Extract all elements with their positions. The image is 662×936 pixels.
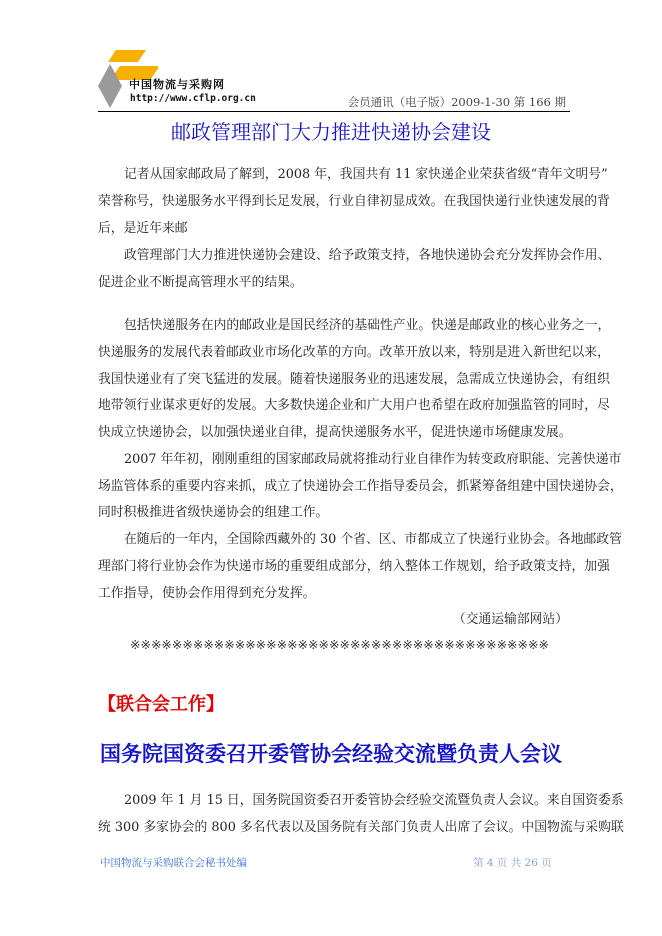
- text-line: 我国快递业有了突飞猛进的发展。随着快递服务业的迅速发展，急需成立快递协会，有组织: [98, 372, 610, 387]
- text-line: 场监管体系的重要内容来抓，成立了快递协会工作指导委员会，抓紧筹备组建中国快递协会，: [98, 479, 623, 494]
- text-line: 政管理部门大力推进快递协会建设、给予政策支持，各地快递协会充分发挥协会作用、: [124, 248, 611, 263]
- logo-url: http://www.cflp.org.cn: [130, 93, 256, 104]
- text-line: 工作指导，使协会作用得到充分发挥。: [98, 586, 316, 601]
- article-title: 邮政管理部门大力推进快递协会建设: [171, 120, 491, 144]
- text-line: 理部门将行业协会作为快递市场的重要组成部分，纳入整体工作规划，给予政策支持，加强: [98, 559, 610, 574]
- text-line: 包括快递服务在内的邮政业是国民经济的基础性产业。快递是邮政业的核心业务之一，: [124, 318, 611, 333]
- separator: ※※※※※※※※※※※※※※※※※※※※※※※※※※※※※※※※※※※※※※※※: [130, 637, 549, 652]
- footer-page-number: 第 4 页 共 26 页: [473, 857, 552, 869]
- text-line: 快成立快递协会，以加强快递业自律，提高快递服务水平，促进快递市场健康发展。: [98, 425, 572, 440]
- text-line: 快递服务的发展代表着邮政业市场化改革的方向。改革开放以来，特别是进入新世纪以来，: [98, 345, 610, 360]
- text-line: 地带领行业谋求更好的发展。大多数快递企业和广大用户也希望在政府加强监管的同时，尽: [98, 398, 610, 413]
- text-line: 促进企业不断提高管理水平的结果。: [98, 275, 303, 290]
- article-source: （交通运输部网站）: [452, 612, 568, 627]
- issue-info: 会员通讯（电子版）2009-1-30 第 166 期: [347, 95, 566, 109]
- logo-name: 中国物流与采购网: [129, 78, 225, 91]
- text-line: 同时积极推进省级快递协会的组建工作。: [98, 505, 329, 520]
- text-line: 统 300 多家协会的 800 多名代表以及国务院有关部门负责人出席了会议。中国物流与采购联: [98, 820, 624, 835]
- article-source-line: [98, 610, 568, 630]
- section-heading: 【联合会工作】: [98, 694, 224, 715]
- text-line: 后，是近年来邮: [98, 221, 188, 236]
- text-line: 2009 年 1 月 15 日，国务院国资委召开委管协会经验交流暨负责人会议。来自国资委系: [124, 793, 624, 808]
- header-rule: [98, 111, 570, 112]
- text-line: 2007 年年初，刚刚重组的国家邮政局就将推动行业自律作为转变政府职能、完善快递市: [124, 452, 622, 467]
- text-line: 记者从国家邮政局了解到，2008 年，我国共有 11 家快递企业荣获省级“青年文明号”: [124, 167, 608, 182]
- text-line: 在随后的一年内，全国除西藏外的 30 个省、区、市都成立了快递行业协会。各地邮政管: [124, 532, 622, 547]
- text-line: 荣誉称号，快递服务水平得到长足发展，行业自律初显成效。在我国快递行业快速发展的背: [98, 194, 610, 209]
- article-title: 国务院国资委召开委管协会经验交流暨负责人会议: [100, 742, 562, 766]
- footer-editor: 中国物流与采购联合会秘书处编: [100, 857, 247, 869]
